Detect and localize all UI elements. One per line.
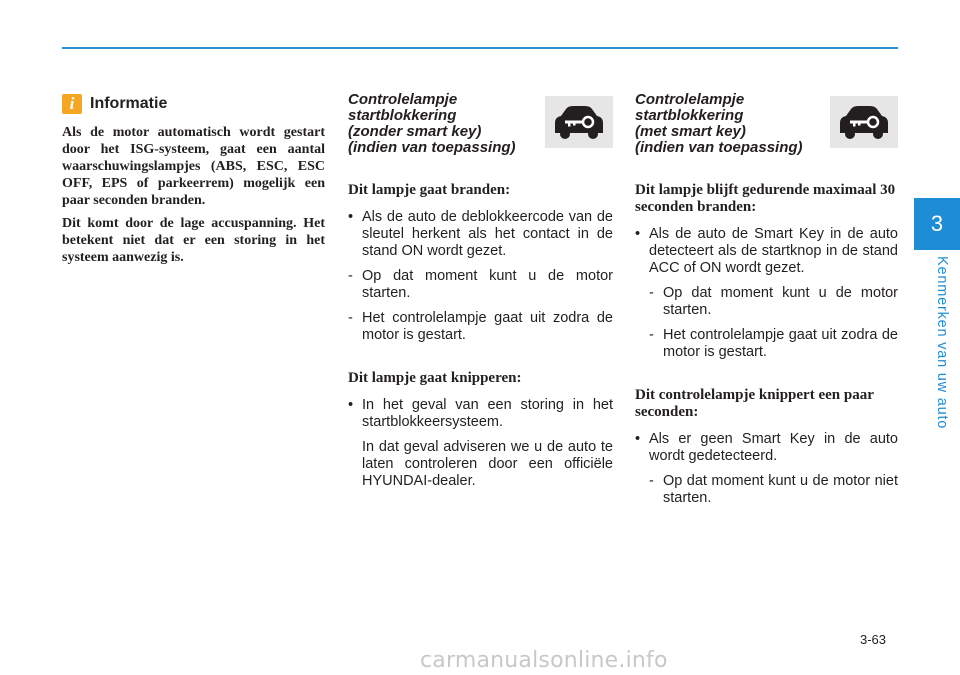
heading-line: (zonder smart key) bbox=[348, 123, 482, 140]
dash: - bbox=[649, 285, 654, 301]
immobilizer-car-key-icon bbox=[545, 96, 613, 148]
dash: - bbox=[348, 310, 353, 326]
subheading: Dit lampje blijft gedurende maximaal 30 seconden branden: bbox=[635, 182, 896, 215]
note-text bbox=[348, 439, 613, 490]
item-text: Het controlelampje gaat uit zodra de motor is gestart. bbox=[663, 327, 898, 360]
list-item bbox=[635, 226, 898, 277]
header-rule bbox=[62, 47, 898, 49]
section-heading bbox=[348, 92, 548, 156]
list-item bbox=[649, 327, 898, 361]
heading-line: Controlelampje bbox=[635, 91, 745, 108]
heading-line: (indien van toepassing) bbox=[635, 139, 803, 156]
immobilizer-no-smartkey-column bbox=[348, 90, 613, 498]
info-column bbox=[62, 90, 325, 266]
watermark: carmanualsonline.info bbox=[420, 648, 668, 673]
list-item bbox=[348, 310, 613, 344]
item-text: In dat geval adviseren we u de auto te laten controleren door een officiële HYUNDAI-dealer. bbox=[362, 439, 613, 489]
list-item bbox=[649, 285, 898, 319]
item-text: Als de auto de deblokkeercode van de sleutel herkent als het contact in de stand ON wordt gezet. bbox=[362, 209, 613, 259]
page-number: 3-63 bbox=[860, 632, 887, 647]
list-item bbox=[348, 397, 613, 431]
item-text: Op dat moment kunt u de motor starten. bbox=[362, 268, 613, 301]
immobilizer-car-key-icon bbox=[830, 96, 898, 148]
subheading: Dit lampje gaat knipperen: bbox=[348, 370, 522, 386]
item-text: Het controlelampje gaat uit zodra de motor is gestart. bbox=[362, 310, 613, 343]
dash: - bbox=[348, 268, 353, 284]
info-paragraph: Als de motor automatisch wordt gestart door het ISG-systeem, gaat een aantal waarschuwingslampjes (ABS, ESC, ESC OFF, EPS of parkeerrem) mogelijk een paar seconden branden. bbox=[62, 125, 325, 208]
item-text: In het geval van een storing in het startblokkeersysteem. bbox=[362, 397, 613, 430]
item-text: Als de auto de Smart Key in de auto detecteert als de startknop in de stand ACC of ON wordt gezet. bbox=[649, 226, 898, 276]
chapter-number-tab: 3 bbox=[914, 198, 960, 250]
immobilizer-smartkey-column bbox=[635, 90, 898, 515]
item-text: Als er geen Smart Key in de auto wordt gedetecteerd. bbox=[649, 431, 898, 464]
heading-line: (met smart key) bbox=[635, 123, 746, 140]
subheading: Dit controlelampje knippert een paar seconden: bbox=[635, 387, 874, 420]
heading-line: (indien van toepassing) bbox=[348, 139, 516, 156]
bullet: • bbox=[348, 209, 354, 225]
heading-line: Controlelampje bbox=[348, 91, 458, 108]
list-item bbox=[635, 431, 898, 465]
dash: - bbox=[649, 473, 654, 489]
item-text: Op dat moment kunt u de motor niet starten. bbox=[663, 473, 898, 506]
bullet: • bbox=[635, 431, 641, 447]
subheading: Dit lampje gaat branden: bbox=[348, 182, 511, 198]
bullet: • bbox=[635, 226, 641, 242]
heading-line: startblokkering bbox=[635, 107, 744, 124]
info-icon: i bbox=[62, 94, 82, 114]
info-paragraph: Dit komt door de lage accuspanning. Het betekent niet dat er een storing in het systeem aanwezig is. bbox=[62, 216, 325, 265]
list-item bbox=[649, 473, 898, 507]
bullet: • bbox=[348, 397, 354, 413]
chapter-title: Kenmerken van uw auto bbox=[934, 256, 950, 430]
list-item bbox=[348, 268, 613, 302]
section-heading bbox=[635, 92, 835, 156]
dash: - bbox=[649, 327, 654, 343]
info-title: Informatie bbox=[90, 95, 168, 112]
heading-line: startblokkering bbox=[348, 107, 457, 124]
item-text: Op dat moment kunt u de motor starten. bbox=[663, 285, 898, 318]
list-item bbox=[348, 209, 613, 260]
info-header bbox=[62, 94, 325, 114]
